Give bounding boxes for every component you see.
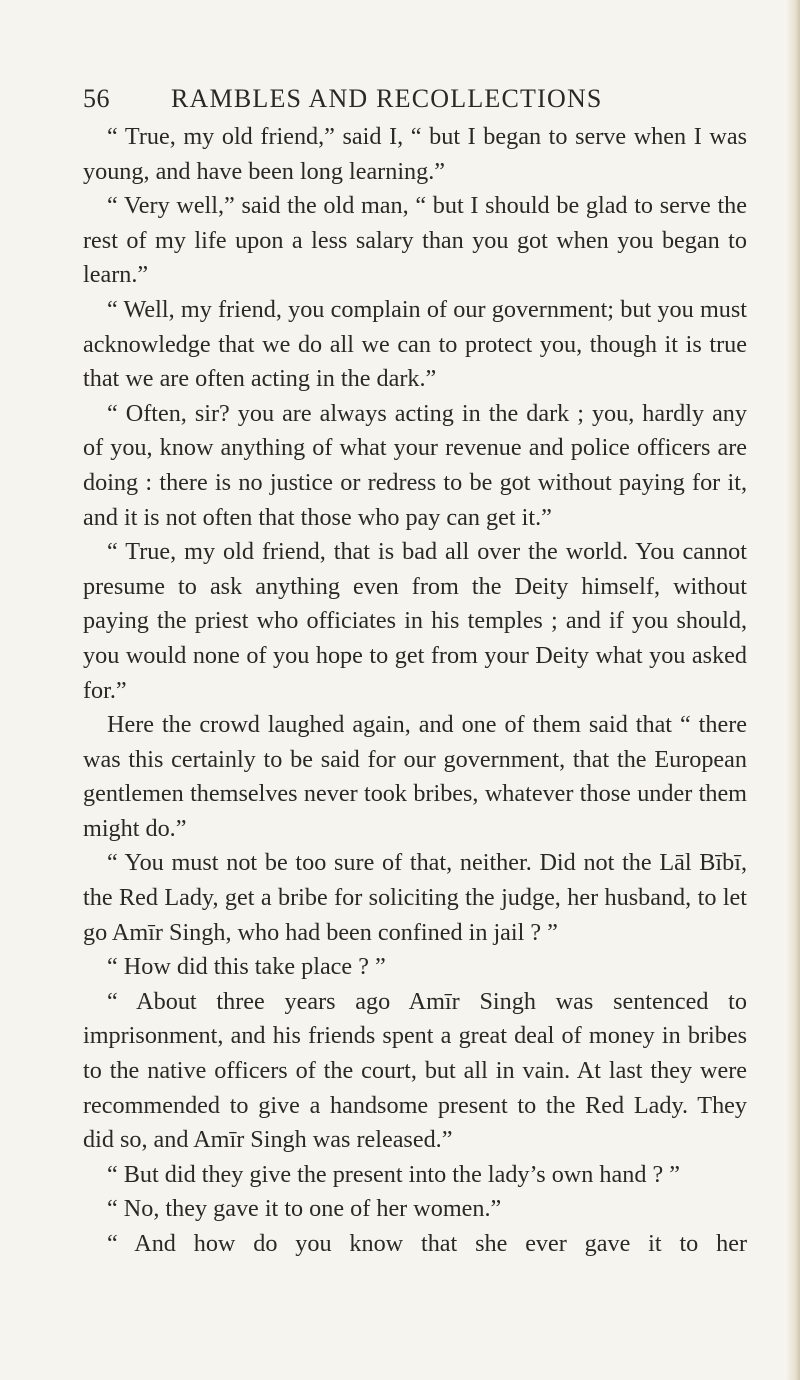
paragraph: “ How did this take place ? ” (107, 953, 386, 981)
paragraph: “ True, my old friend, that is bad all over the world. You cannot presume to ask anything even from the Deity himself, without paying the priest who officiates in his temples ; and if you should, you would none of you hope to get from your Deity what you asked for.” (83, 538, 747, 704)
paragraph: “ But did they give the present into the lady’s own hand ? ” (107, 1160, 680, 1188)
paragraph: “ True, my old friend,” said I, “ but I began to serve when I was young, and have been long learning.” (83, 123, 747, 185)
paragraph: “ About three years ago Amīr Singh was sentenced to imprisonment, and his friends spent a great deal of money in bribes to the native officers of the court, but all in vain. At last they were recommended to give a handsome present to the Red Lady. They did so, and Amīr Singh was released.” (83, 987, 747, 1154)
running-head: RAMBLES AND RECOLLECTIONS (171, 84, 603, 113)
body-text (83, 120, 747, 1262)
paragraph: “ Often, sir? you are always acting in the dark ; you, hardly any of you, know anything of what your revenue and police officers are doing : there is no justice or redress to be got without paying for it, and it is not often that those who pay can get it.” (83, 399, 747, 531)
paragraph: “ And how do you know that she ever gave it to her (107, 1230, 747, 1257)
paragraph: “ Well, my friend, you complain of our government; but you must acknowledge that we do all we can to protect you, though it is true that we are often acting in the dark.” (83, 295, 747, 393)
page-edge-shadow (786, 0, 800, 1380)
paragraph: Here the crowd laughed again, and one of them said that “ there was this certainly to be said for our government, that the European gentlemen themselves never took bribes, whatever those under them might do.” (83, 711, 747, 842)
paragraph: “ Very well,” said the old man, “ but I should be glad to serve the rest of my life upon a less salary than you got when you began to learn.” (83, 192, 747, 289)
page-header (83, 84, 723, 118)
paragraph: “ No, they gave it to one of her women.” (107, 1195, 502, 1223)
page-number: 56 (83, 84, 110, 113)
paragraph: “ You must not be too sure of that, neither. Did not the Lāl Bībī, the Red Lady, get a bribe for soliciting the judge, her husband, to let go Amīr Singh, who had been confined in jail ? ” (83, 849, 747, 946)
